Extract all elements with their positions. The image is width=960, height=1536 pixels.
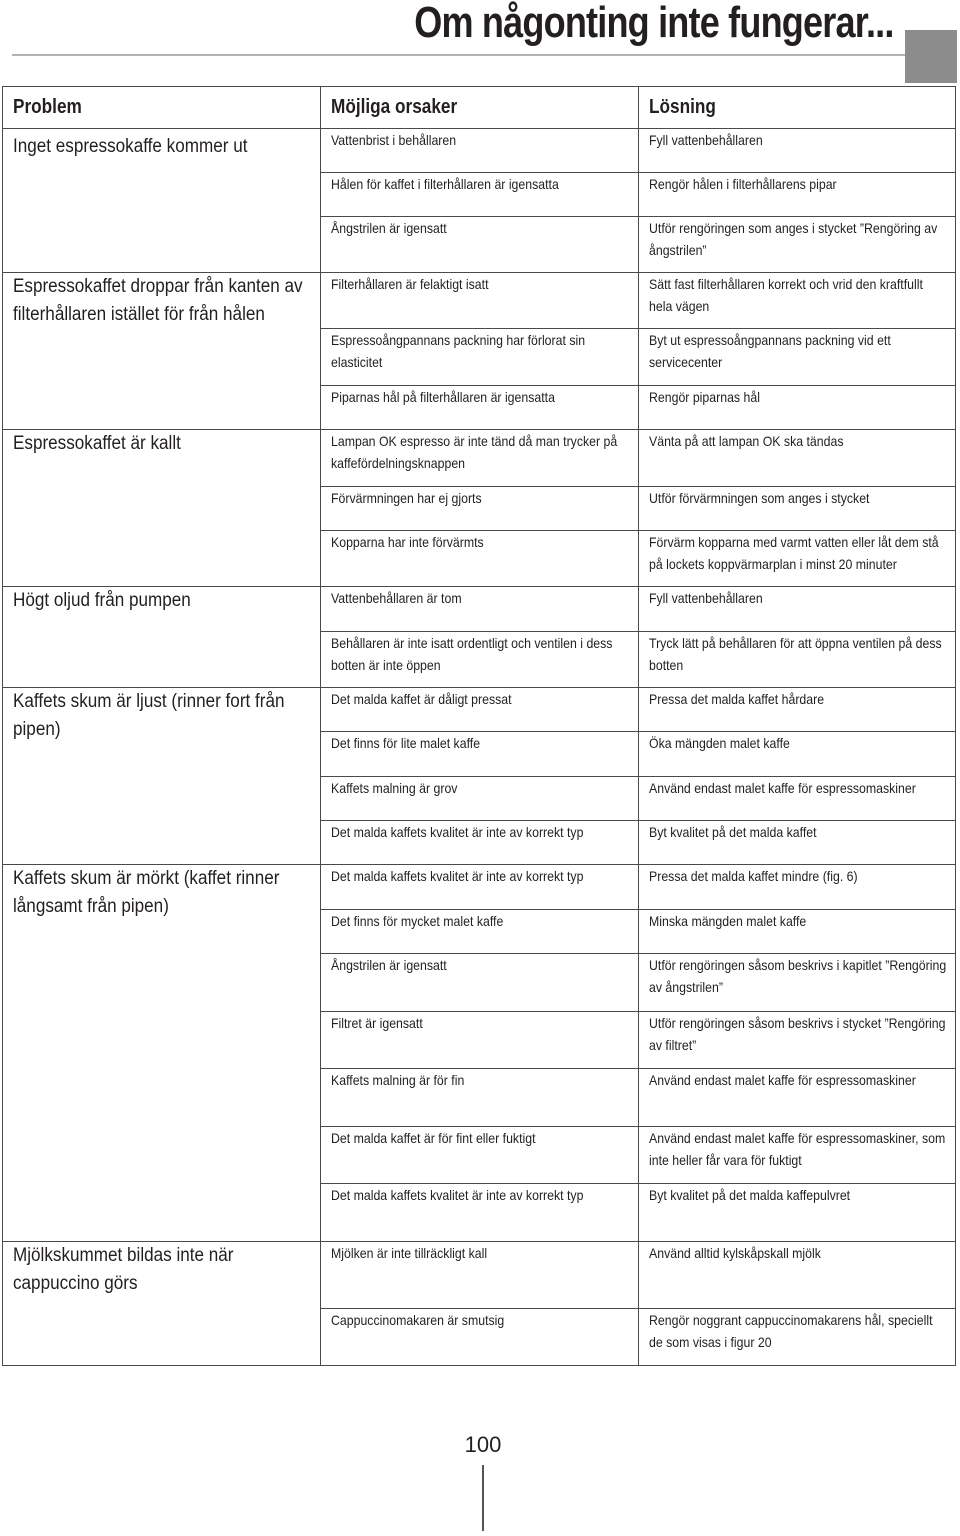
solution-cell: Öka mängden malet kaffe bbox=[639, 732, 956, 777]
problem-cell: Kaffets skum är mörkt (kaffet rinner långsamt från pipen) bbox=[3, 865, 321, 1242]
cause-cell: Hålen för kaffet i filterhållaren är igensatta bbox=[321, 173, 639, 217]
cause-cell: Behållaren är inte isatt ordentligt och ventilen i dess botten är inte öppen bbox=[321, 632, 639, 688]
solution-cell: Rengör piparnas hål bbox=[639, 386, 956, 430]
page-number-rule bbox=[482, 1465, 484, 1531]
table-row bbox=[3, 273, 956, 329]
solution-cell: Utför rengöringen såsom beskrivs i kapitlet ”Rengöring av ångstrilen” bbox=[639, 954, 956, 1012]
cause-cell: Ångstrilen är igensatt bbox=[321, 217, 639, 273]
cause-cell: Vattenbehållaren är tom bbox=[321, 587, 639, 632]
cause-cell: Det malda kaffets kvalitet är inte av korrekt typ bbox=[321, 821, 639, 865]
table-row bbox=[3, 430, 956, 487]
cause-cell: Filtret är igensatt bbox=[321, 1012, 639, 1069]
title-rule bbox=[12, 54, 905, 56]
cause-cell: Piparnas hål på filterhållaren är igensatta bbox=[321, 386, 639, 430]
solution-cell: Använd endast malet kaffe för espressomaskiner bbox=[639, 1069, 956, 1127]
problem-cell: Högt oljud från pumpen bbox=[3, 587, 321, 688]
corner-tab-marker bbox=[905, 30, 957, 83]
solution-cell: Tryck lätt på behållaren för att öppna ventilen på dess botten bbox=[639, 632, 956, 688]
problem-cell: Espressokaffet är kallt bbox=[3, 430, 321, 587]
cause-cell: Det malda kaffet är för fint eller fuktigt bbox=[321, 1127, 639, 1184]
table-row bbox=[3, 1242, 956, 1309]
problem-cell: Espressokaffet droppar från kanten av filterhållaren istället för från hålen bbox=[3, 273, 321, 430]
table-row bbox=[3, 865, 956, 910]
solution-cell: Vänta på att lampan OK ska tändas bbox=[639, 430, 956, 487]
solution-cell: Använd endast malet kaffe för espressomaskiner, som inte heller får vara för fuktigt bbox=[639, 1127, 956, 1184]
solution-cell: Förvärm kopparna med varmt vatten eller låt dem stå på lockets koppvärmarplan i minst 20 minuter bbox=[639, 531, 956, 587]
cause-cell: Det finns för mycket malet kaffe bbox=[321, 910, 639, 954]
cause-cell: Det malda kaffets kvalitet är inte av korrekt typ bbox=[321, 1184, 639, 1242]
page-title: Om någonting inte fungerar... bbox=[414, 0, 894, 47]
header-problem: Problem bbox=[3, 87, 321, 129]
solution-cell: Rengör noggrant cappuccinomakarens hål, speciellt de som visas i figur 20 bbox=[639, 1309, 956, 1366]
table-row bbox=[3, 688, 956, 732]
solution-cell: Rengör hålen i filterhållarens pipar bbox=[639, 173, 956, 217]
header-row bbox=[3, 87, 956, 129]
cause-cell: Espressoångpannans packning har förlorat sin elasticitet bbox=[321, 329, 639, 386]
cause-cell: Kaffets malning är grov bbox=[321, 777, 639, 821]
solution-cell: Pressa det malda kaffet mindre (fig. 6) bbox=[639, 865, 956, 910]
cause-cell: Kopparna har inte förvärmts bbox=[321, 531, 639, 587]
solution-cell: Byt kvalitet på det malda kaffepulvret bbox=[639, 1184, 956, 1242]
cause-cell: Det malda kaffets kvalitet är inte av korrekt typ bbox=[321, 865, 639, 910]
problem-cell: Kaffets skum är ljust (rinner fort från pipen) bbox=[3, 688, 321, 865]
solution-cell: Använd alltid kylskåpskall mjölk bbox=[639, 1242, 956, 1309]
cause-cell: Vattenbrist i behållaren bbox=[321, 129, 639, 173]
problem-cell: Mjölkskummet bildas inte när cappuccino görs bbox=[3, 1242, 321, 1366]
solution-cell: Sätt fast filterhållaren korrekt och vrid den kraftfullt hela vägen bbox=[639, 273, 956, 329]
page-number: 100 bbox=[464, 1432, 502, 1457]
solution-cell: Minska mängden malet kaffe bbox=[639, 910, 956, 954]
cause-cell: Det finns för lite malet kaffe bbox=[321, 732, 639, 777]
solution-cell: Använd endast malet kaffe för espressomaskiner bbox=[639, 777, 956, 821]
cause-cell: Förvärmningen har ej gjorts bbox=[321, 487, 639, 531]
cause-cell: Mjölken är inte tillräckligt kall bbox=[321, 1242, 639, 1309]
solution-cell: Byt kvalitet på det malda kaffet bbox=[639, 821, 956, 865]
table-row bbox=[3, 587, 956, 632]
header-solution: Lösning bbox=[639, 87, 956, 129]
troubleshooting-table bbox=[2, 86, 956, 1366]
cause-cell: Lampan OK espresso är inte tänd då man trycker på kaffefördelningsknappen bbox=[321, 430, 639, 487]
header-causes: Möjliga orsaker bbox=[321, 87, 639, 129]
cause-cell: Cappuccinomakaren är smutsig bbox=[321, 1309, 639, 1366]
cause-cell: Filterhållaren är felaktigt isatt bbox=[321, 273, 639, 329]
cause-cell: Ångstrilen är igensatt bbox=[321, 954, 639, 1012]
solution-cell: Byt ut espressoångpannans packning vid ett servicecenter bbox=[639, 329, 956, 386]
solution-cell: Utför rengöringen som anges i stycket ”Rengöring av ångstrilen” bbox=[639, 217, 956, 273]
cause-cell: Kaffets malning är för fin bbox=[321, 1069, 639, 1127]
solution-cell: Fyll vattenbehållaren bbox=[639, 129, 956, 173]
problem-cell: Inget espressokaffe kommer ut bbox=[3, 129, 321, 273]
table-row bbox=[3, 129, 956, 173]
solution-cell: Fyll vattenbehållaren bbox=[639, 587, 956, 632]
cause-cell: Det malda kaffet är dåligt pressat bbox=[321, 688, 639, 732]
solution-cell: Utför rengöringen såsom beskrivs i stycket ”Rengöring av filtret” bbox=[639, 1012, 956, 1069]
solution-cell: Utför förvärmningen som anges i stycket bbox=[639, 487, 956, 531]
solution-cell: Pressa det malda kaffet hårdare bbox=[639, 688, 956, 732]
